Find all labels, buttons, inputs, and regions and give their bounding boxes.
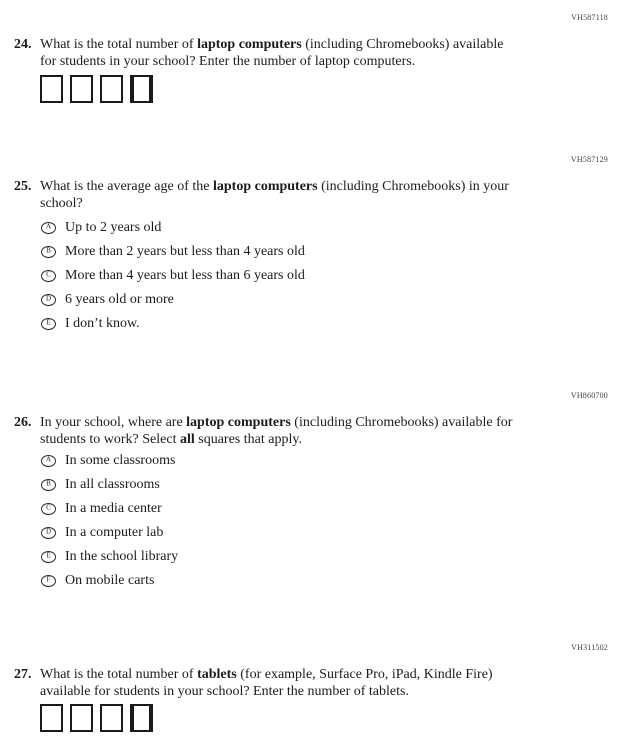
question-text-segment: students to work? Select — [40, 432, 180, 447]
option-letter: C — [46, 503, 51, 512]
option-label: In some classrooms — [65, 453, 176, 468]
question-code: VH860700 — [570, 391, 608, 400]
option-letter: D — [45, 294, 52, 303]
option-row[interactable] — [41, 526, 178, 539]
option-bubble[interactable] — [41, 294, 56, 306]
option-letter: E — [46, 551, 51, 560]
digit-box[interactable] — [40, 704, 63, 732]
option-row[interactable] — [41, 269, 305, 282]
question-text-segment: (including Chromebooks) available for — [290, 415, 513, 430]
question-text-bold: laptop computers — [186, 415, 291, 430]
question-text-segment: (including Chromebooks) available — [301, 37, 504, 52]
option-row[interactable] — [41, 293, 305, 306]
question-text-bold: laptop computers — [212, 179, 318, 194]
digit-entry-boxes — [40, 75, 160, 103]
question-text-segment: available for students in your school? Enter the number of tablets. — [40, 684, 409, 699]
question-number: 24. — [14, 37, 32, 52]
option-label: More than 4 years but less than 6 years old — [65, 268, 305, 283]
digit-box[interactable] — [70, 704, 93, 732]
option-bubble[interactable] — [41, 503, 56, 515]
question-body — [14, 36, 504, 70]
question-text-segment: What is the total number of — [40, 667, 198, 682]
option-letter: B — [46, 246, 51, 255]
option-bubble[interactable] — [41, 527, 56, 539]
digit-box[interactable] — [130, 704, 153, 732]
option-letter: E — [46, 318, 51, 327]
option-label: More than 2 years but less than 4 years old — [65, 244, 305, 259]
question-text-segment: In your school, where are — [40, 415, 187, 430]
option-bubble[interactable] — [41, 479, 56, 491]
question-text — [40, 666, 493, 700]
question-text-segment: What is the average age of the — [40, 179, 213, 194]
option-letter: B — [46, 479, 51, 488]
option-row[interactable] — [41, 550, 178, 563]
option-row[interactable] — [41, 574, 178, 587]
question-number: 26. — [14, 415, 32, 430]
question-number: 27. — [14, 667, 32, 682]
option-label: In all classrooms — [65, 477, 160, 492]
option-bubble[interactable] — [41, 551, 56, 563]
option-label: Up to 2 years old — [65, 220, 162, 235]
option-label: In a computer lab — [65, 525, 164, 540]
question-text-segment: squares that apply. — [194, 432, 302, 447]
question-text — [40, 178, 509, 212]
option-bubble[interactable] — [41, 455, 56, 467]
question-text-segment: (for example, Surface Pro, iPad, Kindle Fire) — [236, 667, 493, 682]
question-text — [40, 36, 504, 70]
option-label: On mobile carts — [65, 573, 155, 588]
question-text — [40, 414, 512, 448]
digit-box[interactable] — [130, 75, 153, 103]
question-text-bold: tablets — [197, 667, 237, 682]
option-list — [41, 454, 178, 598]
option-bubble[interactable] — [41, 270, 56, 282]
option-bubble[interactable] — [41, 318, 56, 330]
option-letter: C — [46, 270, 51, 279]
option-letter: F — [46, 575, 51, 584]
question-text-segment: for students in your school? Enter the number of laptop computers. — [40, 54, 416, 69]
option-row[interactable] — [41, 502, 178, 515]
question-body — [14, 178, 509, 212]
question-number: 25. — [14, 179, 32, 194]
option-letter: A — [45, 455, 52, 464]
digit-box[interactable] — [40, 75, 63, 103]
option-bubble[interactable] — [41, 575, 56, 587]
option-bubble[interactable] — [41, 246, 56, 258]
digit-box[interactable] — [70, 75, 93, 103]
question-text-segment: What is the total number of — [40, 37, 198, 52]
option-row[interactable] — [41, 454, 178, 467]
question-code: VH587118 — [571, 13, 608, 22]
option-row[interactable] — [41, 245, 305, 258]
digit-box[interactable] — [100, 75, 123, 103]
question-body — [14, 666, 493, 700]
option-label: I don’t know. — [65, 316, 140, 331]
option-letter: A — [45, 222, 52, 231]
question-code: VH311502 — [571, 643, 608, 652]
digit-entry-boxes — [40, 704, 160, 732]
question-text-bold: all — [179, 432, 195, 447]
option-row[interactable] — [41, 478, 178, 491]
option-row[interactable] — [41, 317, 305, 330]
question-text-segment: (including Chromebooks) in your — [317, 179, 509, 194]
option-label: 6 years old or more — [65, 292, 174, 307]
option-list — [41, 221, 305, 341]
option-letter: D — [45, 527, 52, 536]
digit-box[interactable] — [100, 704, 123, 732]
question-code: VH587129 — [570, 155, 608, 164]
question-text-bold: laptop computers — [197, 37, 302, 52]
option-label: In a media center — [65, 501, 162, 516]
option-label: In the school library — [65, 549, 179, 564]
option-row[interactable] — [41, 221, 305, 234]
option-bubble[interactable] — [41, 222, 56, 234]
question-text-segment: school? — [40, 196, 83, 211]
question-body — [14, 414, 512, 448]
